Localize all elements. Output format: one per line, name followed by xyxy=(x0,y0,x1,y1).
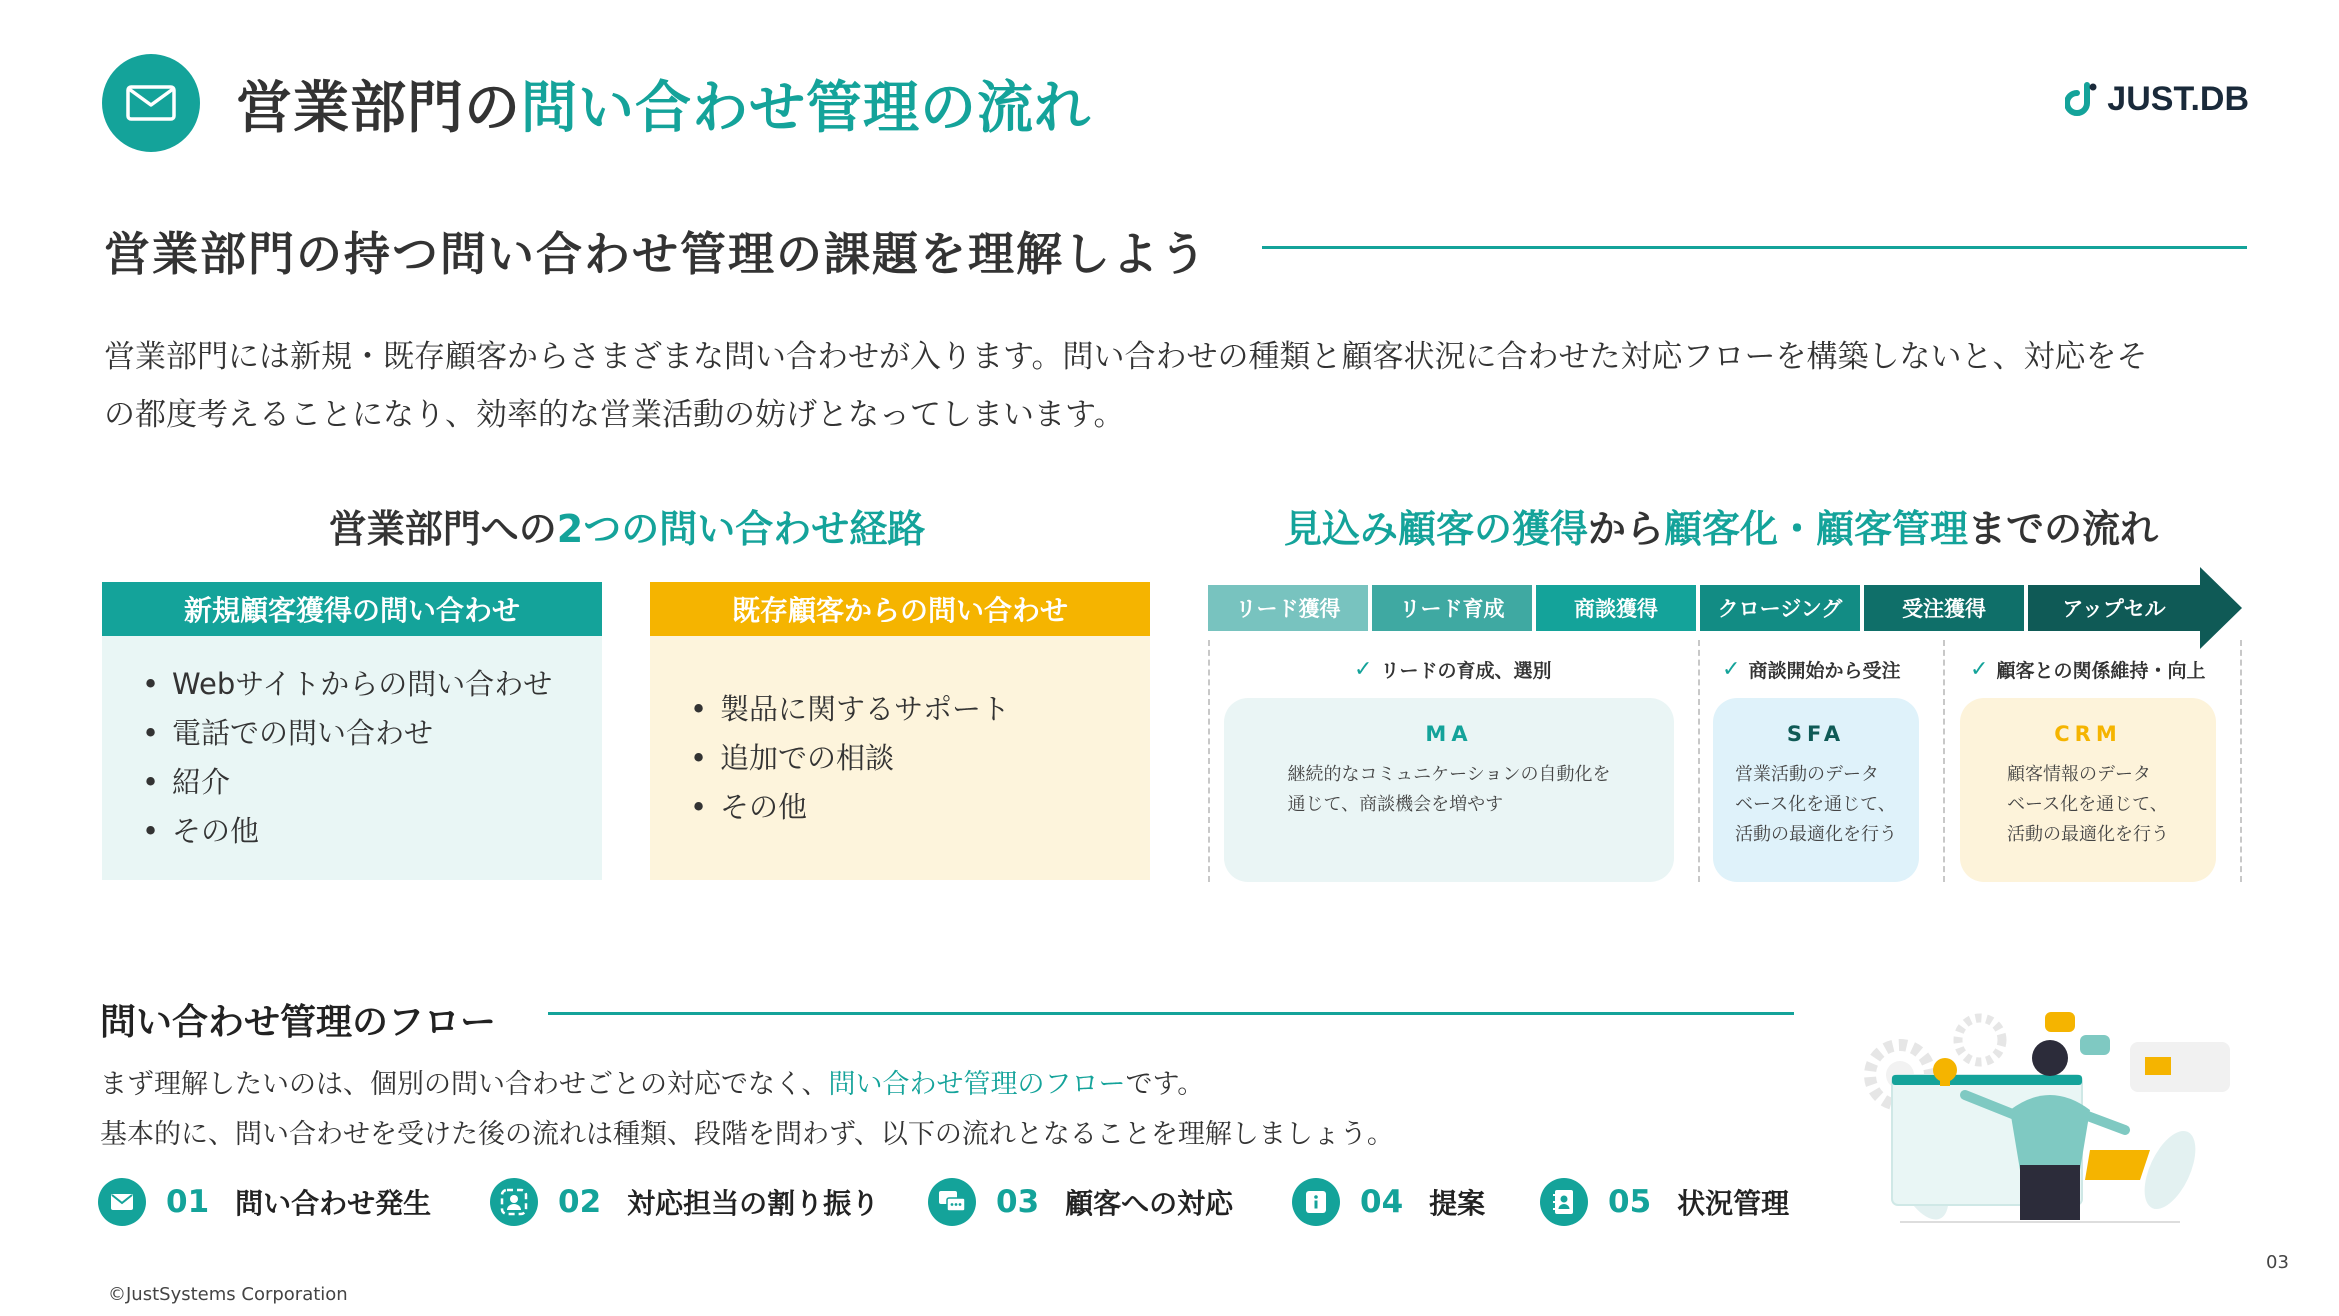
section-divider xyxy=(548,1012,1794,1015)
pipeline-arrow-head xyxy=(2200,567,2242,649)
ma-card-title: MA xyxy=(1425,722,1473,746)
pipeline-heading: 見込み顧客の獲得から顧客化・顧客管理までの流れ xyxy=(1283,507,2159,551)
page-title: 営業部門の問い合わせ管理の流れ xyxy=(236,76,1091,141)
justdb-logo xyxy=(2065,80,2249,119)
header-mail-icon xyxy=(102,54,200,152)
divider-dashed xyxy=(2240,640,2242,882)
list-item: • Webサイトからの問い合わせ xyxy=(142,660,602,709)
justdb-logo-icon xyxy=(2065,81,2101,119)
divider-dashed xyxy=(1208,640,1210,882)
assign-person-icon xyxy=(490,1178,538,1226)
check-icon: ✓ xyxy=(1354,657,1373,682)
flow-step-3: 03 顧客への対応 xyxy=(928,1178,1233,1226)
flow-step-2: 02 対応担当の割り振り xyxy=(490,1178,879,1226)
section-title-flow: 問い合わせ管理のフロー xyxy=(100,1002,497,1043)
new-customer-box-title: 新規顧客獲得の問い合わせ xyxy=(102,582,602,636)
sfa-card-desc: 営業活動のデータ ベース化を通じて、 活動の最適化を行う xyxy=(1735,764,1897,845)
check-icon: ✓ xyxy=(1970,657,1989,682)
divider-dashed xyxy=(1943,640,1945,882)
ma-card xyxy=(1224,698,1674,882)
check-label-sfa: ✓ 商談開始から受注 xyxy=(1722,657,1901,682)
step-lead-nurturing: リード育成 xyxy=(1372,585,1532,631)
logo-text: JUST.DB xyxy=(2107,80,2249,118)
list-item: • 紹介 xyxy=(142,758,602,807)
flow-description xyxy=(100,1060,1394,1160)
section-divider xyxy=(1262,246,2247,249)
existing-customer-list xyxy=(650,636,1150,880)
new-customer-box xyxy=(102,582,602,880)
ma-card-desc: 継続的なコミュニケーションの自動化を 通じて、商談機会を増やす xyxy=(1287,764,1611,815)
support-operator-illustration xyxy=(1840,1000,2240,1230)
sfa-card-title: SFA xyxy=(1786,722,1846,746)
step-order-acquisition: 受注獲得 xyxy=(1864,585,2024,631)
flow-description-line-2: 基本的に、問い合わせを受けた後の流れは種類、段階を問わず、以下の流れとなることを理解しましょう。 xyxy=(100,1119,1394,1150)
crm-card-desc: 顧客情報のデータ ベース化を通じて、 活動の最適化を行う xyxy=(2007,764,2169,845)
flow-step-1: 01 問い合わせ発生 xyxy=(98,1178,431,1226)
crm-card xyxy=(1960,698,2216,882)
intro-line-1: 営業部門には新規・既存顧客からさまざまな問い合わせが入ります。問い合わせの種類と顧客状況に合わせた対応フローを構築しないと、対応をそ xyxy=(104,339,2148,375)
list-item: • 追加での相談 xyxy=(690,734,1150,783)
step-upsell: アップセル xyxy=(2028,585,2200,631)
mail-icon xyxy=(98,1178,146,1226)
list-item: • その他 xyxy=(690,783,1150,832)
flow-step-5: 05 状況管理 xyxy=(1540,1178,1789,1226)
section-title-issues: 営業部門の持つ問い合わせ管理の課題を理解しよう xyxy=(104,227,1208,281)
check-label-ma: ✓ リードの育成、選別 xyxy=(1354,657,1552,682)
flow-description-line-1: まず理解したいのは、個別の問い合わせごとの対応でなく、問い合わせ管理のフローです。 xyxy=(100,1069,1205,1100)
check-label-crm: ✓ 顧客との関係維持・向上 xyxy=(1970,657,2206,682)
divider-dashed xyxy=(1698,640,1700,882)
existing-customer-box xyxy=(650,582,1150,880)
list-item: • 電話での問い合わせ xyxy=(142,709,602,758)
step-lead-acquisition: リード獲得 xyxy=(1208,585,1368,631)
chat-icon xyxy=(928,1178,976,1226)
check-icon: ✓ xyxy=(1722,657,1741,682)
sfa-card xyxy=(1713,698,1919,882)
existing-customer-box-title: 既存顧客からの問い合わせ xyxy=(650,582,1150,636)
intro-line-2: の都度考えることになり、効率的な営業活動の妨げとなってしまいます。 xyxy=(104,397,1125,433)
step-deal-acquisition: 商談獲得 xyxy=(1536,585,1696,631)
routes-heading: 営業部門への2つの問い合わせ経路 xyxy=(328,507,926,551)
info-document-icon xyxy=(1292,1178,1340,1226)
intro-paragraph xyxy=(104,328,2254,444)
step-closing: クロージング xyxy=(1700,585,1860,631)
page-number: 03 xyxy=(2266,1252,2289,1273)
list-item: • その他 xyxy=(142,807,602,856)
flow-step-4: 04 提案 xyxy=(1292,1178,1485,1226)
crm-card-title: CRM xyxy=(2054,722,2122,746)
contact-book-icon xyxy=(1540,1178,1588,1226)
new-customer-list xyxy=(102,636,602,880)
copyright: ©JustSystems Corporation xyxy=(108,1284,348,1305)
list-item: • 製品に関するサポート xyxy=(690,685,1150,734)
